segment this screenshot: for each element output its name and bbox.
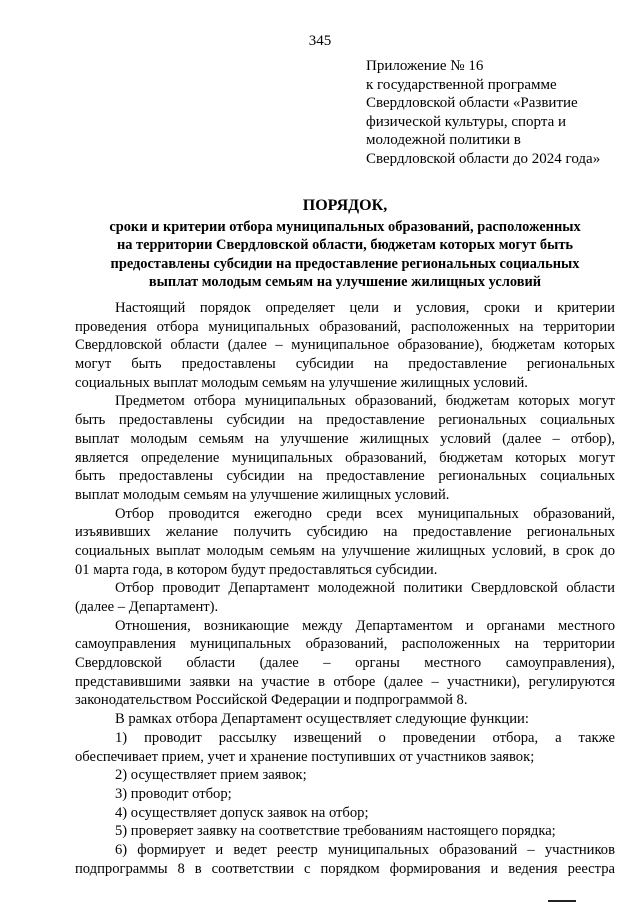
scan-edge-mark — [548, 900, 576, 905]
body-line: Предметом отбора муниципальных образований, бюджетам которых могут — [115, 393, 615, 410]
body-line: Отношения, возникающие между Департаментом и органами местного — [115, 617, 615, 634]
body-line: 1) проводит рассылку извещений о проведении отбора, а также — [115, 729, 615, 746]
appendix-line: Свердловской области до 2024 года» — [366, 150, 601, 167]
body-line: изъявивших желание получить субсидию на предоставление региональных — [75, 524, 615, 541]
body-line: выплат молодым семьям на улучшение жилищных условий. — [75, 486, 450, 503]
document-title: ПОРЯДОК, — [302, 197, 388, 214]
body-line: 3) проводит отбор; — [115, 785, 232, 802]
document-body — [75, 299, 615, 878]
body-line: быть предоставлены субсидии на предоставление региональных социальных — [75, 468, 615, 485]
body-line: могут быть предоставлены субсидии на предоставление региональных — [75, 356, 615, 373]
appendix-line: Свердловской области «Развитие — [366, 95, 578, 112]
body-line: обеспечивает прием, учет и хранение поступивших от участников заявок; — [75, 748, 535, 765]
body-line: 01 марта года, в котором будут предоставляться субсидии. — [75, 561, 438, 578]
appendix-line: к государственной программе — [366, 76, 557, 93]
appendix-line: Приложение № 16 — [366, 58, 484, 74]
body-line: 6) формирует и ведет реестр муниципальных образований – участников — [115, 841, 615, 858]
document-heading — [75, 197, 615, 292]
subtitle-line: на территории Свердловской области, бюджетам которых могут быть — [116, 237, 574, 254]
body-line: представившими заявки на участие в отборе (далее – участники), регулируются — [75, 673, 615, 690]
body-line: 5) проверяет заявку на соответствие требованиям настоящего порядка; — [115, 823, 556, 840]
document-subtitle — [75, 218, 615, 292]
body-line: В рамках отбора Департамент осуществляет следующие функции: — [115, 711, 529, 728]
body-line: выплат молодым семьям на улучшение жилищных условий (далее – отбор), — [75, 430, 615, 447]
body-line: Свердловской области (далее – муниципальное образование), бюджетам которых — [75, 337, 615, 354]
body-line: социальных выплат молодым семьям на улучшение жилищных условий. — [75, 374, 528, 391]
subtitle-line: сроки и критерии отбора муниципальных образований, расположенных — [109, 218, 581, 235]
body-line: Отбор проводит Департамент молодежной политики Свердловской области — [115, 580, 615, 597]
body-line: 2) осуществляет прием заявок; — [115, 767, 307, 784]
body-line: законодательством Российской Федерации и подпрограммой 8. — [75, 692, 468, 709]
body-line: Настоящий порядок определяет цели и условия, сроки и критерии — [115, 300, 615, 316]
body-line: быть предоставлены субсидии на предоставление региональных социальных — [75, 412, 615, 429]
body-line: Отбор проводится ежегодно среди всех муниципальных образований, — [115, 505, 615, 522]
body-line: (далее – Департамент). — [75, 599, 219, 615]
body-line: подпрограммы 8 в соответствии с порядком формирования и ведения реестра — [75, 860, 615, 877]
body-line: самоуправления муниципальных образований, расположенных на территории — [75, 636, 615, 653]
appendix-note — [366, 57, 628, 169]
body-line: Свердловской области (далее – органы местного самоуправления), — [75, 655, 615, 672]
subtitle-line: предоставлены субсидии на предоставление региональных социальных — [110, 255, 580, 272]
body-line: проведения отбора муниципальных образований, расположенных на территории — [75, 318, 615, 335]
body-line: социальных выплат молодым семьям на улучшение жилищных условий, в срок до — [75, 542, 615, 559]
page-number: 345 — [308, 33, 332, 49]
body-line: является определение муниципальных образований, бюджетам которых могут — [75, 449, 615, 466]
appendix-line: физической культуры, спорта и — [366, 113, 567, 130]
subtitle-line: выплат молодым семьям на улучшение жилищных условий — [148, 274, 542, 291]
appendix-line: молодежной политики в — [366, 132, 521, 149]
body-line: 4) осуществляет допуск заявок на отбор; — [115, 804, 369, 821]
